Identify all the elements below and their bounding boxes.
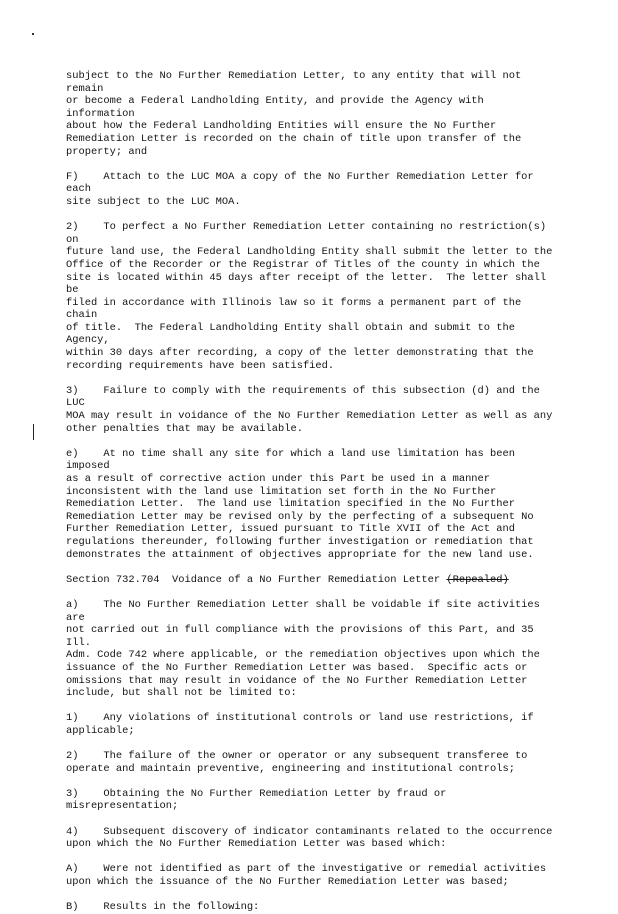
revision-bar (33, 424, 34, 440)
paragraph-3-fraud: 3) Obtaining the No Further Remediation Letter by fraud or misrepresentation; (66, 787, 453, 813)
section-heading-repealed: (Repealed) (446, 573, 509, 586)
scan-speck (32, 33, 34, 35)
paragraph-1-violations: 1) Any violations of institutional controls or land use restrictions, if applicable; (66, 712, 534, 737)
paragraph-a-voidable: a) The No Further Remediation Letter shall be voidable if site activities are not carried out in full compliance with the provisions of this Part, and 35 Ill. Adm. Code 742 where applicable, or the remediation objectives upon which the issuance of the No Further Remediation Letter was based. Specific acts or omissions that may result in voidance of the No Further Remediation Letter include, but shall not be limited to: (66, 598, 540, 700)
section-heading (66, 574, 556, 587)
paragraph-2-failure-maintain: 2) The failure of the owner or operator or any subsequent transferee to operate and maintain preventive, engineering and institutional controls; (66, 750, 528, 775)
paragraph-B-results: B) Results in the following: (66, 901, 260, 914)
paragraph-e-land-use: e) At no time shall any site for which a land use limitation has been imposed as a result of corrective action under this Part be used in a manner inconsistent with the land use limitation set forth in the No Further Remediation Letter. The land use limitation specified in the No Further Remediation Letter may be revised only by the perfecting of a subsequent No Further Remediation Letter, issued pursuant to Title XVII of the Act and regulations thereunder, following further investigation or remediation that demonstrates the attainment of objectives appropriate for the new land use. (66, 447, 534, 561)
paragraph-continuation: subject to the No Further Remediation Letter, to any entity that will not remain or become a Federal Landholding Entity, and provide the Agency with information about how the Federal Landholding Entities will ensure the No Further Remediation Letter is recorded on the chain of title upon transfer of the property; and (66, 70, 522, 158)
section-heading-text: Section 732.704 Voidance of a No Further Remediation Letter (66, 573, 447, 586)
paragraph-4-discovery: 4) Subsequent discovery of indicator contaminants related to the occurrence upon which the No Further Remediation Letter was based which: (66, 825, 553, 851)
document-page (66, 70, 556, 914)
paragraph-f-attach-luc-moa: F) Attach to the LUC MOA a copy of the No Further Remediation Letter for each site subject to the LUC MOA. (66, 170, 534, 208)
paragraph-2-perfect-letter: 2) To perfect a No Further Remediation Letter containing no restriction(s) on future land use, the Federal Landholding Entity shall submit the letter to the Office of the Recorder or the Registrar of Titles of the county in which the site is located within 45 days after receipt of the letter. The letter shall be filed in accordance with Illinois law so it forms a permanent part of the chain of title. The Federal Landholding Entity shall obtain and submit to the Agency, within 30 days after recording, a copy of the letter demonstrating that the recording requirements have been satisfied. (66, 221, 553, 372)
paragraph-3-failure-to-comply: 3) Failure to comply with the requirements of this subsection (d) and the LUC MOA may result in voidance of the No Further Remediation Letter as well as any other penalties that may be available. (66, 384, 553, 435)
paragraph-A-not-identified: A) Were not identified as part of the investigative or remedial activities upon which the issuance of the No Further Remediation Letter was based; (66, 863, 547, 888)
